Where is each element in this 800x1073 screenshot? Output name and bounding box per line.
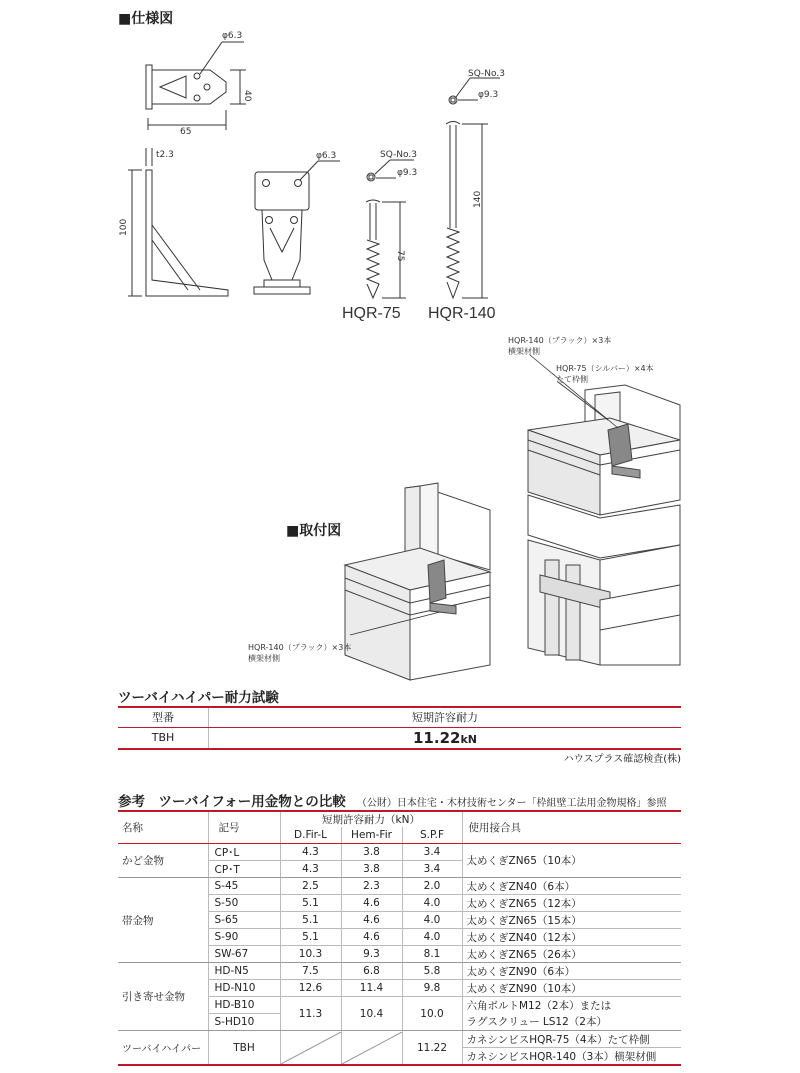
row-hem: 3.8 — [341, 861, 402, 878]
row-spf: 3.4 — [402, 861, 462, 878]
row-dfir: 4.3 — [280, 861, 341, 878]
test-table — [118, 706, 681, 750]
test-heading: ツーバイハイパー耐力試験 — [118, 690, 279, 706]
row-spf: 8.1 — [402, 946, 462, 963]
row-dfir: 2.5 — [280, 878, 341, 895]
row-joint: 太めくぎZN65（26本） — [462, 946, 681, 963]
slash-mark — [342, 1032, 402, 1064]
row-spf: 2.0 — [402, 878, 462, 895]
table-row — [118, 1031, 681, 1048]
screw140-name: HQR-140 — [428, 305, 496, 322]
row-code: CP･L — [208, 844, 280, 861]
front-width-dim: 65 — [180, 127, 192, 137]
row-hem: 11.4 — [341, 980, 402, 997]
col-joint: 使用接合具 — [462, 811, 681, 844]
row-code: TBH — [208, 1031, 280, 1066]
install-title: ■取付図 — [286, 523, 342, 539]
table-row — [118, 963, 681, 980]
row-spf: 4.0 — [402, 912, 462, 929]
bracket-back-view — [254, 161, 340, 294]
screw-hqr140 — [446, 78, 500, 298]
row-hem: 4.6 — [341, 895, 402, 912]
test-model: TBH — [151, 731, 175, 744]
row-joint: 太めくぎZN40（6本） — [462, 878, 681, 895]
row-joint: 太めくぎZN65（15本） — [462, 912, 681, 929]
screw75-name: HQR-75 — [342, 305, 401, 322]
slash-mark — [281, 1032, 341, 1064]
row-joint: 六角ボルトM12（2本）または — [462, 997, 681, 1014]
group-name: 帯金物 — [118, 878, 208, 963]
row-spf: 3.4 — [402, 844, 462, 861]
compare-table — [118, 810, 681, 1066]
right-callout-a2: 横架材側 — [508, 347, 540, 356]
empty-cell-dfir — [280, 1031, 341, 1066]
row-spf: 5.8 — [402, 963, 462, 980]
group-name: かど金物 — [118, 844, 208, 878]
group-name: ツーバイハイパー — [118, 1031, 208, 1066]
row-spf: 9.8 — [402, 980, 462, 997]
left-callout-1: HQR-140（ブラック）×3本 — [248, 643, 352, 652]
row-dfir: 5.1 — [280, 912, 341, 929]
right-callout-b2: たて枠側 — [556, 375, 588, 384]
install-drawing-right — [528, 385, 680, 665]
row-joint: 太めくぎZN90（10本） — [462, 980, 681, 997]
row-spf: 4.0 — [402, 929, 462, 946]
row-hem: 6.8 — [341, 963, 402, 980]
row-hem: 10.4 — [341, 997, 402, 1031]
bracket-side-view — [128, 148, 228, 296]
row-code: S-65 — [208, 912, 280, 929]
screw-hqr75 — [366, 160, 414, 298]
test-unit: kN — [460, 733, 477, 746]
back-hole-dim: φ6.3 — [316, 151, 337, 161]
front-height-dim: 40 — [242, 90, 252, 102]
screw140-dia-dim: φ9.3 — [478, 90, 499, 100]
right-callout-a1: HQR-140（ブラック）×3本 — [508, 336, 612, 345]
side-thickness-dim: t2.3 — [156, 150, 174, 160]
row-joint: カネシンビスHQR-75（4本）たて枠側 — [462, 1031, 681, 1048]
row-code: HD-N10 — [208, 980, 280, 997]
compare-heading: 参考 ツーバイフォー用金物との比較 — [118, 794, 346, 810]
row-dfir: 10.3 — [280, 946, 341, 963]
row-code: HD-B10 — [208, 997, 280, 1014]
right-callout-b1: HQR-75（シルバー）×4本 — [556, 364, 654, 373]
col-strength: 短期許容耐力（kN） — [280, 811, 462, 827]
row-code: S-HD10 — [208, 1014, 280, 1031]
row-hem: 9.3 — [341, 946, 402, 963]
group-name: 引き寄せ金物 — [118, 963, 208, 1031]
row-dfir: 12.6 — [280, 980, 341, 997]
row-dfir: 11.3 — [280, 997, 341, 1031]
test-note: ハウスプラス確認検査(株) — [563, 754, 681, 765]
row-dfir: 5.1 — [280, 895, 341, 912]
row-dfir: 5.1 — [280, 929, 341, 946]
row-code: SW-67 — [208, 946, 280, 963]
row-hem: 2.3 — [341, 878, 402, 895]
row-joint: ラグスクリュー LS12（2本） — [462, 1014, 681, 1031]
row-spf: 10.0 — [402, 997, 462, 1031]
test-col-value: 短期許容耐力 — [208, 708, 681, 727]
spec-title: ■仕様図 — [118, 11, 174, 27]
front-hole-dim: φ6.3 — [222, 31, 243, 41]
row-dfir: 7.5 — [280, 963, 341, 980]
row-spf: 4.0 — [402, 895, 462, 912]
screw75-len-dim: 75 — [395, 250, 405, 262]
row-joint: 太めくぎZN65（12本） — [462, 895, 681, 912]
col-dfir: D.Fir-L — [280, 827, 341, 844]
row-hem: 4.6 — [341, 929, 402, 946]
side-height-dim: 100 — [119, 218, 129, 236]
col-name: 名称 — [118, 811, 208, 844]
col-code: 記号 — [208, 811, 280, 844]
row-spf: 11.22 — [402, 1031, 462, 1066]
row-code: S-50 — [208, 895, 280, 912]
left-callout-2: 横架材側 — [248, 654, 280, 663]
screw140-head-dim: SQ-No.3 — [468, 69, 505, 79]
col-hem: Hem-Fir — [341, 827, 402, 844]
install-drawing-left — [345, 483, 490, 680]
row-hem: 3.8 — [341, 844, 402, 861]
compare-source: （公財）日本住宅・木材技術センター「枠組壁工法用金物規格」参照 — [356, 798, 667, 809]
bracket-front-view — [146, 42, 246, 130]
row-code: HD-N5 — [208, 963, 280, 980]
test-col-model: 型番 — [152, 711, 174, 724]
row-joint: 太めくぎZN65（10本） — [462, 844, 681, 878]
row-joint: 太めくぎZN40（12本） — [462, 929, 681, 946]
row-dfir: 4.3 — [280, 844, 341, 861]
table-row — [118, 878, 681, 895]
row-joint: 太めくぎZN90（6本） — [462, 963, 681, 980]
test-value: 11.22 — [413, 729, 461, 747]
screw140-len-dim: 140 — [473, 190, 483, 208]
row-joint: カネシンビスHQR-140（3本）横架材側 — [462, 1048, 681, 1066]
col-spf: S.P.F — [402, 827, 462, 844]
screw75-dia-dim: φ9.3 — [397, 168, 418, 178]
screw75-head-dim: SQ-No.3 — [380, 150, 417, 160]
row-code: S-45 — [208, 878, 280, 895]
row-hem: 4.6 — [341, 912, 402, 929]
row-code: CP･T — [208, 861, 280, 878]
table-row — [118, 844, 681, 861]
row-code: S-90 — [208, 929, 280, 946]
empty-cell-hem — [341, 1031, 402, 1066]
